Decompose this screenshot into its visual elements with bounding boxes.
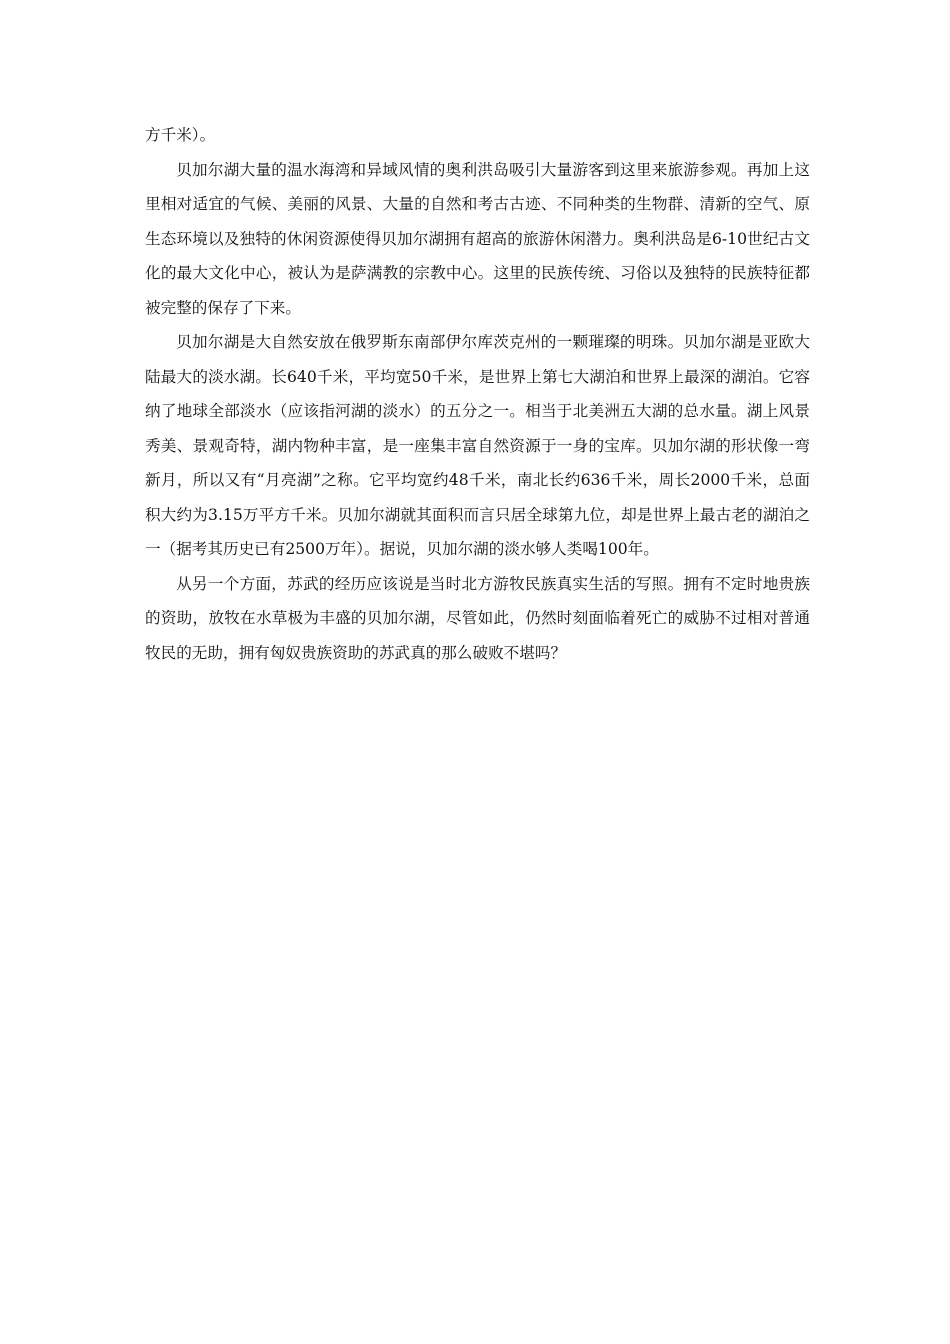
- paragraph-lake-facts: 贝加尔湖是大自然安放在俄罗斯东南部伊尔库茨克州的一颗璀璨的明珠。贝加尔湖是亚欧大陆最大的淡水湖。长640千米，平均宽50千米，是世界上第七大湖泊和世界上最深的湖泊。它容纳了地球全部淡水（应该指河湖的淡水）的五分之一。相当于北美洲五大湖的总水量。湖上风景秀美、景观奇特，湖内物种丰富，是一座集丰富自然资源于一身的宝库。贝加尔湖的形状像一弯新月，所以又有“月亮湖”之称。它平均宽约48千米，南北长约636千米，周长2000千米，总面积大约为3.15万平方千米。贝加尔湖就其面积而言只居全球第九位，却是世界上最古老的湖泊之一（据考其历史已有2500万年）。据说，贝加尔湖的淡水够人类喝100年。: [145, 333, 810, 558]
- paragraph-su-wu: 从另一个方面，苏武的经历应该说是当时北方游牧民族真实生活的写照。拥有不定时地贵族的资助，放牧在水草极为丰盛的贝加尔湖，尽管如此，仍然时刻面临着死亡的威胁不过相对普通牧民的无助，拥有匈奴贵族资助的苏武真的那么破败不堪吗？: [145, 574, 810, 662]
- paragraph-continuation: 方千米）。: [145, 126, 216, 144]
- document-body: [145, 118, 810, 670]
- paragraph-tourism: 贝加尔湖大量的温水海湾和异域风情的奥利洪岛吸引大量游客到这里来旅游参观。再加上这里相对适宜的气候、美丽的风景、大量的自然和考古古迹、不同种类的生物群、清新的空气、原生态环境以及独特的休闲资源使得贝加尔湖拥有超高的旅游休闲潜力。奥利洪岛是6-10世纪古文化的最大文化中心，被认为是萨满教的宗教中心。这里的民族传统、习俗以及独特的民族特征都被完整的保存了下来。: [145, 160, 810, 317]
